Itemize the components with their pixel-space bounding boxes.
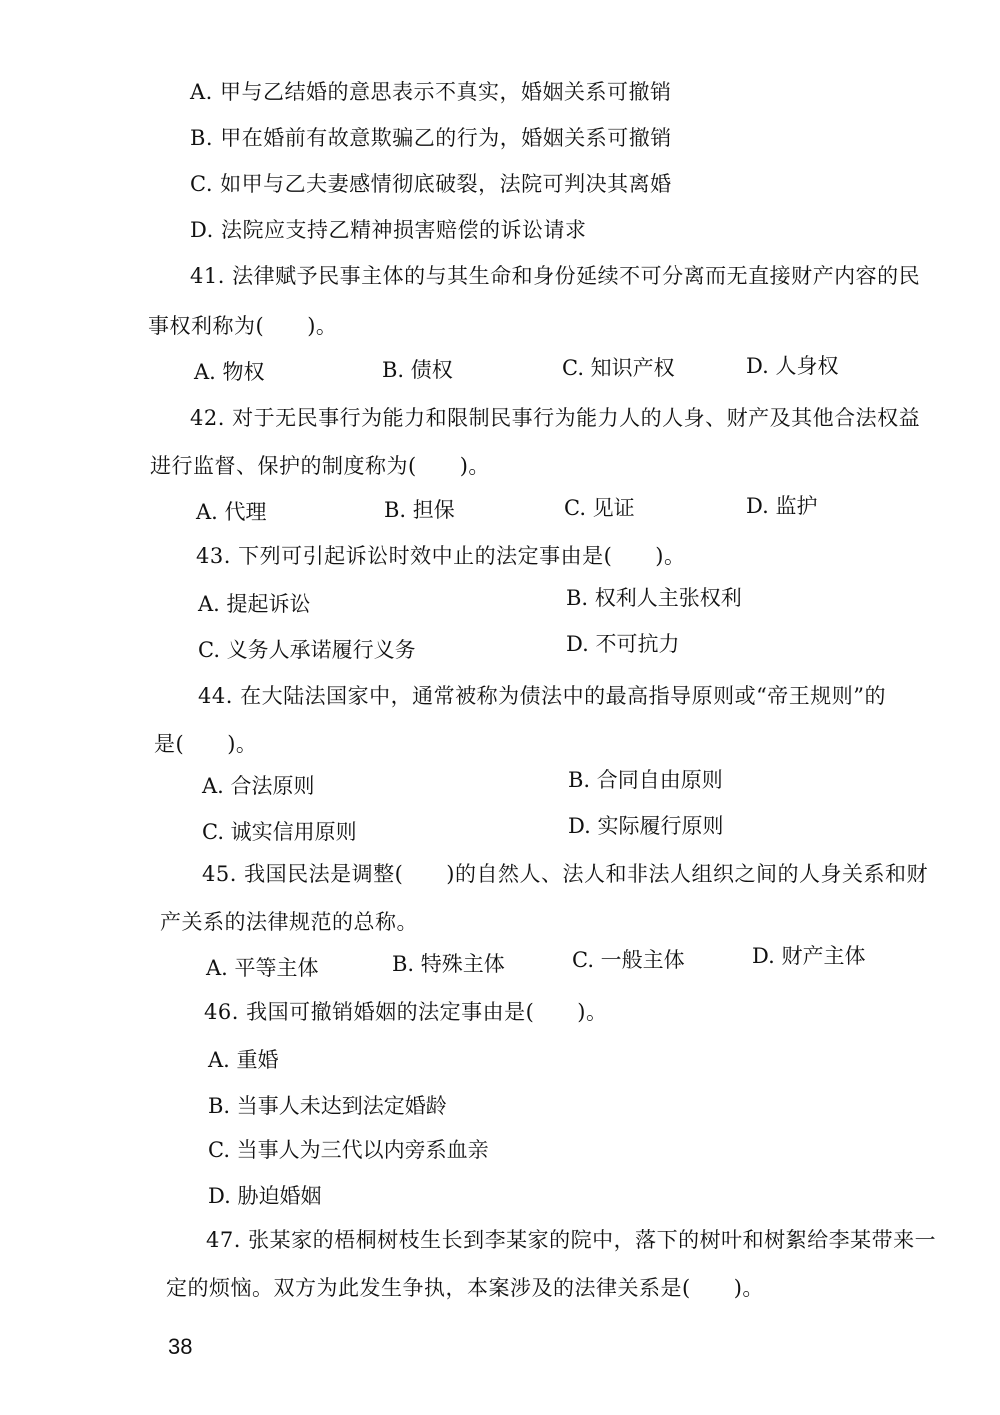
q46-option-b: B. 当事人未达到法定婚龄 xyxy=(208,1094,447,1118)
question-47-line1: 47. 张某家的梧桐树枝生长到李某家的院中，落下的树叶和树絮给李某带来一 xyxy=(206,1228,937,1252)
question-47-line2: 定的烦恼。双方为此发生争执，本案涉及的法律关系是( )。 xyxy=(166,1276,764,1300)
question-44-line1: 44. 在大陆法国家中，通常被称为债法中的最高指导原则或“帝王规则”的 xyxy=(198,684,887,708)
q42-option-a: A. 代理 xyxy=(196,500,267,524)
question-42-line2: 进行监督、保护的制度称为( )。 xyxy=(150,454,490,478)
q43-option-d: D. 不可抗力 xyxy=(566,632,680,656)
question-45-line2: 产关系的法律规范的总称。 xyxy=(160,910,418,934)
q44-option-a: A. 合法原则 xyxy=(202,774,315,798)
question-41-line1: 41. 法律赋予民事主体的与其生命和身份延续不可分离而无直接财产内容的民 xyxy=(190,264,921,288)
q41-option-c: C. 知识产权 xyxy=(562,356,675,380)
q44-option-c: C. 诚实信用原则 xyxy=(202,820,357,844)
q45-option-d: D. 财产主体 xyxy=(752,944,866,968)
q44-option-d: D. 实际履行原则 xyxy=(568,814,724,838)
option-d-prev: D. 法院应支持乙精神损害赔偿的诉讼请求 xyxy=(190,218,587,242)
q46-option-d: D. 胁迫婚姻 xyxy=(208,1184,322,1208)
question-44-line2: 是( )。 xyxy=(154,732,258,756)
option-a-prev: A. 甲与乙结婚的意思表示不真实，婚姻关系可撤销 xyxy=(190,80,672,104)
q42-option-c: C. 见证 xyxy=(564,496,635,520)
q43-option-c: C. 义务人承诺履行义务 xyxy=(198,638,416,662)
question-46-line1: 46. 我国可撤销婚姻的法定事由是( )。 xyxy=(204,1000,608,1024)
q41-option-d: D. 人身权 xyxy=(746,354,839,378)
q45-option-c: C. 一般主体 xyxy=(572,948,685,972)
option-b-prev: B. 甲在婚前有故意欺骗乙的行为，婚姻关系可撤销 xyxy=(190,126,672,150)
q44-option-b: B. 合同自由原则 xyxy=(568,768,723,792)
q42-option-d: D. 监护 xyxy=(746,494,818,518)
question-41-line2: 事权利称为( )。 xyxy=(148,314,338,338)
q42-option-b: B. 担保 xyxy=(384,498,455,522)
question-42-line1: 42. 对于无民事行为能力和限制民事行为能力人的人身、财产及其他合法权益 xyxy=(190,406,921,430)
question-43-line1: 43. 下列可引起诉讼时效中止的法定事由是( )。 xyxy=(196,544,686,568)
q41-option-a: A. 物权 xyxy=(194,360,265,384)
q43-option-a: A. 提起诉讼 xyxy=(198,592,311,616)
question-45-line1: 45. 我国民法是调整( )的自然人、法人和非法人组织之间的人身关系和财 xyxy=(202,862,928,886)
q46-option-a: A. 重婚 xyxy=(208,1048,279,1072)
q45-option-b: B. 特殊主体 xyxy=(392,952,505,976)
q43-option-b: B. 权利人主张权利 xyxy=(566,586,742,610)
q45-option-a: A. 平等主体 xyxy=(206,956,319,980)
q41-option-b: B. 债权 xyxy=(382,358,453,382)
q46-option-c: C. 当事人为三代以内旁系血亲 xyxy=(208,1138,489,1162)
page-number: 38 xyxy=(168,1334,193,1359)
option-c-prev: C. 如甲与乙夫妻感情彻底破裂，法院可判决其离婚 xyxy=(190,172,672,196)
